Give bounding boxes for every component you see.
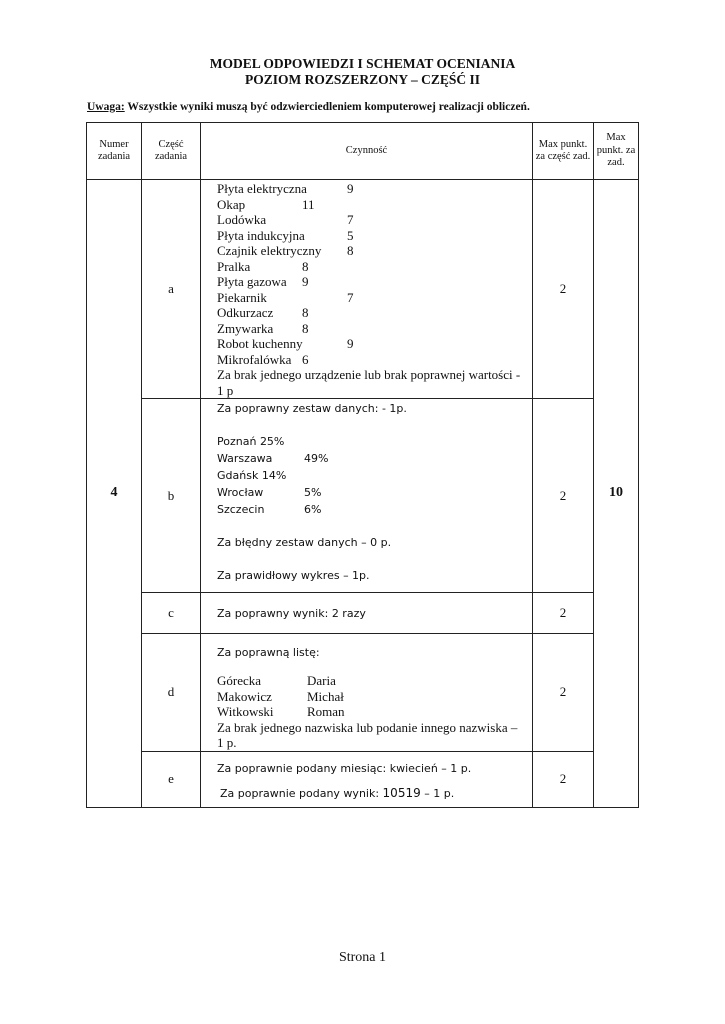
note xyxy=(87,101,530,113)
table-row xyxy=(87,180,639,399)
activity-cell xyxy=(201,399,533,593)
header-numer: Numer zadania xyxy=(87,123,142,180)
activity-cell xyxy=(201,634,533,752)
list-item: Szczecin 6% xyxy=(217,503,322,516)
intro-text: Za poprawny zestaw danych: - 1p. xyxy=(217,402,407,415)
part-points: 2 xyxy=(533,399,594,593)
page-number: Strona 1 xyxy=(338,950,387,965)
header-max-zad: Max punkt. za zad. xyxy=(594,123,639,180)
header-czynnosc: Czynność xyxy=(201,123,533,180)
task-number: 4 xyxy=(87,180,142,808)
table-row xyxy=(87,751,639,807)
list-item: Płyta indukcyjna 5 xyxy=(217,227,354,243)
part-label: e xyxy=(142,751,201,807)
list-item: Poznań 25% xyxy=(217,435,285,448)
list-item: Płyta gazowa 9 xyxy=(217,274,309,289)
header-max-czesc: Max punkt. za część zad. xyxy=(533,123,594,180)
penalty-note: Za brak jednego nazwiska lub podanie innego nazwiska – 1 p. xyxy=(217,719,518,750)
value-text: Za poprawnie podany wynik: 10519 – 1 p. xyxy=(220,785,455,800)
list-item: Płyta elektryczna 9 xyxy=(217,181,354,196)
part-points: 2 xyxy=(533,593,594,634)
document-title: MODEL ODPOWIEDZI I SCHEMAT OCENIANIA xyxy=(209,56,516,71)
part-label: d xyxy=(142,634,201,752)
list-item: Robot kuchenny 9 xyxy=(217,336,354,351)
table-header-row xyxy=(87,123,639,180)
list-item: Wrocław 5% xyxy=(217,486,322,499)
month-text: Za poprawnie podany miesiąc: kwiecień – 1 p. xyxy=(217,761,472,775)
wrong-data-text: Za błędny zestaw danych – 0 p. xyxy=(217,536,392,549)
penalty-note: Za brak jednego urządzenie lub brak poprawnej wartości - 1 p xyxy=(217,367,521,398)
task-max-points: 10 xyxy=(594,180,639,808)
table-row xyxy=(87,399,639,593)
activity-cell xyxy=(201,593,533,634)
chart-text: Za prawidłowy wykres – 1p. xyxy=(217,569,370,582)
table-row xyxy=(87,634,639,752)
result-text: Za poprawny wynik: 2 razy xyxy=(217,606,366,620)
part-points: 2 xyxy=(533,180,594,399)
list-item: Mikrofalówka 6 xyxy=(217,351,309,367)
document-subtitle: POZIOM ROZSZERZONY – CZĘŚĆ II xyxy=(244,72,481,87)
part-label: a xyxy=(142,180,201,399)
list-item: Górecka Daria xyxy=(217,673,336,688)
activity-cell xyxy=(201,180,533,399)
note-label: Uwaga: xyxy=(87,101,125,113)
list-item: Witkowski Roman xyxy=(217,704,345,719)
header-czesc: Część zadania xyxy=(142,123,201,180)
note-text: Wszystkie wyniki muszą być odzwierciedleniem komputerowej realizacji obliczeń. xyxy=(124,101,530,113)
list-item: Lodówka 7 xyxy=(217,212,354,227)
list-item: Okap 11 xyxy=(217,196,315,212)
list-item: Makowicz Michał xyxy=(217,688,344,704)
part-points: 2 xyxy=(533,751,594,807)
list-item: Czajnik elektryczny 8 xyxy=(217,243,354,258)
list-item: Warszawa 49% xyxy=(217,452,329,465)
part-label: c xyxy=(142,593,201,634)
activity-cell xyxy=(201,751,533,807)
list-item: Odkurzacz 8 xyxy=(217,305,309,320)
part-points: 2 xyxy=(533,634,594,752)
list-item: Gdańsk 14% xyxy=(217,469,287,482)
intro-text: Za poprawną listę: xyxy=(217,646,320,659)
list-item: Zmywarka 8 xyxy=(217,320,309,336)
list-item: Pralka 8 xyxy=(217,258,309,274)
list-item: Piekarnik 7 xyxy=(217,289,354,305)
grading-table xyxy=(86,122,639,808)
part-label: b xyxy=(142,399,201,593)
item-list xyxy=(217,181,532,367)
table-row xyxy=(87,593,639,634)
